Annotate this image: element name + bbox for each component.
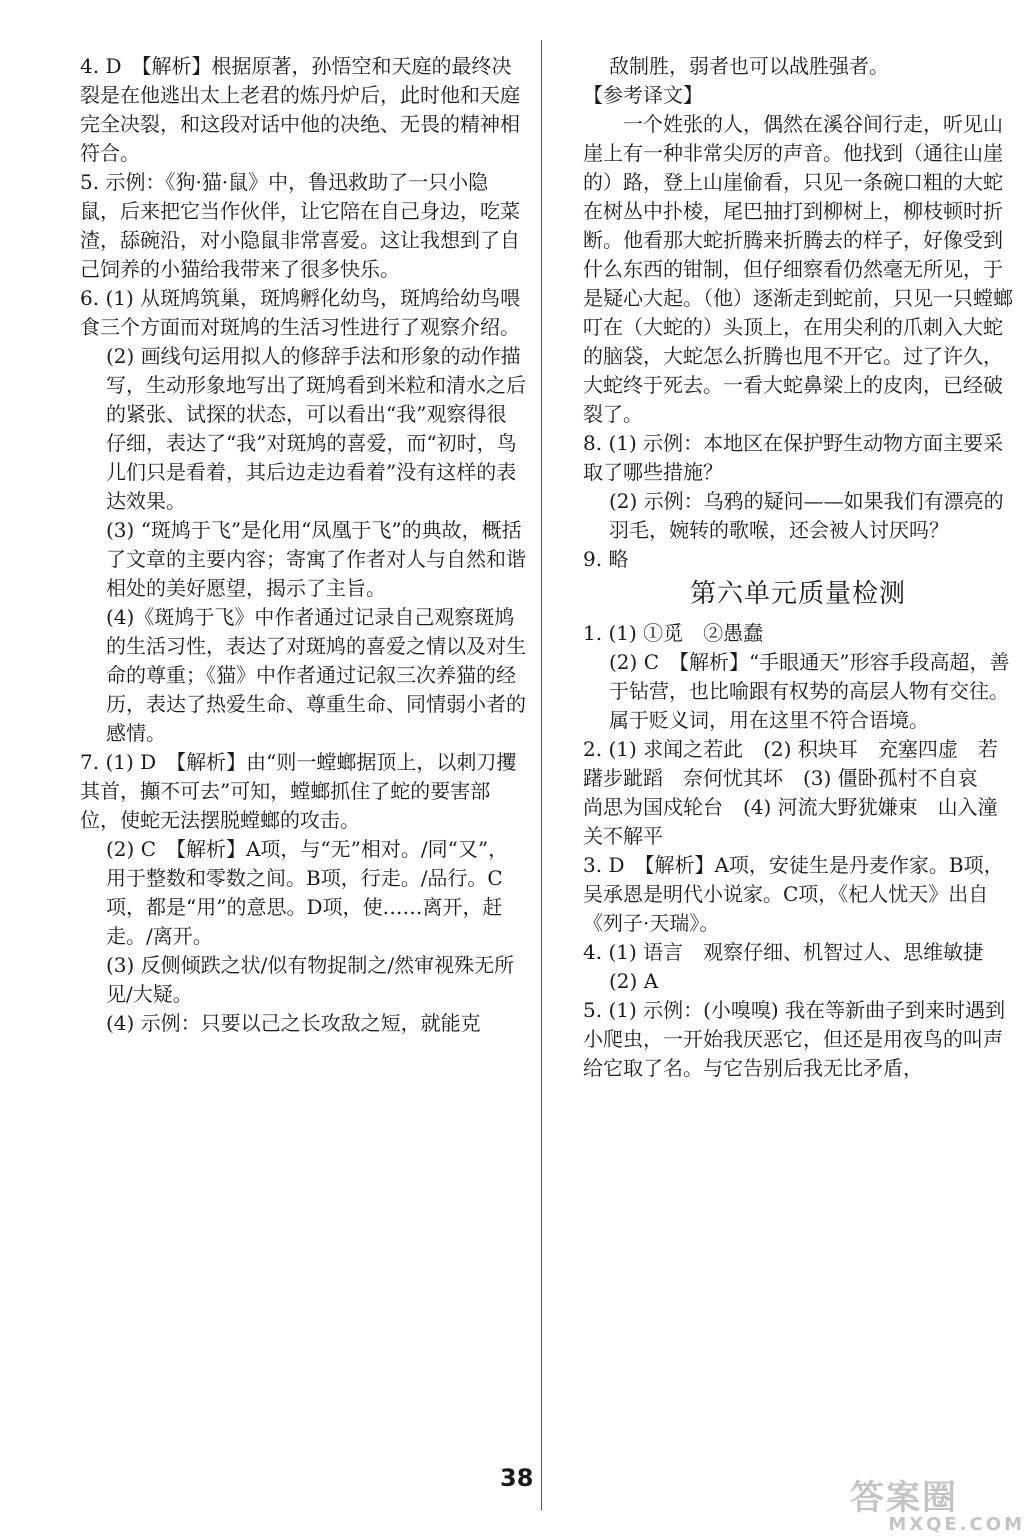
answer-6-1: 6. (1) 从斑鸠筑巢，斑鸠孵化幼鸟，斑鸠给幼鸟喂食三个方面而对斑鸠的生活习性进行了观察介绍。: [80, 286, 521, 339]
answer-6-4: (4)《斑鸠于飞》中作者通过记录自己观察斑鸠的生活习性，表达了对斑鸠的喜爱之情以及对生命的尊重；《猫》中作者通过记叙三次养猫的经历，表达了热爱生命、尊重生命、同情弱小者的感情。: [106, 605, 526, 745]
watermark-logo-text: 答案圈: [850, 1478, 958, 1518]
answer-7-1: 7. (1) D 【解析】由“则一螳螂据顶上，以刺刀攫其首，攧不可去”可知，螳螂抓住了蛇的要害部位，使蛇无法摆脱螳螂的攻击。: [80, 750, 517, 832]
unit6-answer-2: 2. (1) 求闻之若此 (2) 积块耳 充塞四虚 若躇步跐蹈 奈何忧其坏 (3) 僵卧孤村不自哀 尚思为国戍轮台 (4) 河流大野犹嫌束 山入潼关不解平: [583, 737, 998, 848]
answer-7-3: (3) 反侧倾跌之状/似有物捉制之/然审视殊无所见/大疑。: [106, 953, 515, 1006]
answer-7-4-cont: 敌制胜，弱者也可以战胜强者。: [609, 54, 889, 78]
section-title: 第六单元质量检测: [689, 579, 906, 609]
unit6-answer-1-2: (2) C 【解析】“手眼通天”形容手段高超，善于钻营，也比喻跟有权势的高层人物有交往。属于贬义词，用在这里不符合语境。: [609, 650, 1010, 732]
watermark-url: MXQE.COM: [888, 1514, 1025, 1535]
unit6-answer-1-1: 1. (1) ①觅 ②愚蠢: [583, 621, 764, 645]
unit6-answer-4-1: 4. (1) 语言 观察仔细、机智过人、思维敏捷: [583, 940, 984, 964]
page-number: 38: [500, 1464, 534, 1492]
answer-7-4: (4) 示例：只要以己之长攻敌之短，就能克: [106, 1011, 481, 1035]
right-column: [583, 52, 1013, 1083]
reference-translation-heading: 【参考译文】: [583, 83, 703, 107]
watermark-logo: [850, 1478, 1025, 1535]
column-divider: [541, 40, 542, 1510]
reference-translation: 一个姓张的人，偶然在溪谷间行走，听见山崖上有一种非常尖厉的声音。他找到（通往山崖的）路，登上山崖偷看，只见一条碗口粗的大蛇在树丛中扑棱，尾巴抽打到柳树上，柳枝顿时折断。他看那大蛇折腾来折腾去的样子，好像受到什么东西的钳制，但仔细察看仍然毫无所见，于是疑心大起。（他）逐渐走到蛇前，只见一只螳螂叮在（大蛇的）头顶上，在用尖利的爪刺入大蛇的脑袋，大蛇怎么折腾也甩不开它。过了许久，大蛇终于死去。一看大蛇鼻梁上的皮肉，已经破裂了。: [583, 112, 1013, 426]
left-column: [80, 52, 526, 1038]
answer-4: 4. D 【解析】根据原著，孙悟空和天庭的最终决裂是在他逃出太上老君的炼丹炉后，此时他和天庭完全决裂，和这段对话中他的决绝、无畏的精神相符合。: [80, 54, 520, 165]
answer-6-3: (3) “斑鸠于飞”是化用“凤凰于飞”的典故，概括了文章的主要内容；寄寓了作者对人与自然和谐相处的美好愿望，揭示了主旨。: [106, 518, 526, 600]
answer-6-2: (2) 画线句运用拟人的修辞手法和形象的动作描写，生动形象地写出了斑鸠看到米粒和清水之后的紧张、试探的状态，可以看出“我”观察得很仔细，表达了“我”对斑鸠的喜爱，而“初时，鸟儿们只是看着，其后边走边看着”没有这样的表达效果。: [106, 344, 526, 513]
answer-7-2: (2) C 【解析】A项，与“无”相对。/同“又”，用于整数和零数之间。B项，行走。/品行。C项，都是“用”的意思。D项，使……离开，赶走。/离开。: [106, 837, 509, 948]
answer-8-2: (2) 示例：乌鸦的疑问——如果我们有漂亮的羽毛，婉转的歌喉，还会被人讨厌吗？: [609, 489, 1004, 542]
answer-9: 9. 略: [583, 547, 629, 571]
unit6-answer-5-1: 5. (1) 示例：(小嗅嗅) 我在等新曲子到来时遇到小爬虫，一开始我厌恶它，但还是用夜鸟的叫声给它取了名。与它告别后我无比矛盾，: [583, 998, 1006, 1080]
unit6-answer-3: 3. D 【解析】A项，安徒生是丹麦作家。B项，吴承恩是明代小说家。C项，《杞人忧天》出自《列子·天瑞》。: [583, 853, 1004, 935]
answer-5: 5. 示例：《狗·猫·鼠》中，鲁迅救助了一只小隐鼠，后来把它当作伙伴，让它陪在自己身边，吃菜渣，舔碗沿，对小隐鼠非常喜爱。这让我想到了自己饲养的小猫给我带来了很多快乐。: [80, 170, 520, 281]
unit6-answer-4-2: (2) A: [609, 969, 659, 993]
answer-8-1: 8. (1) 示例：本地区在保护野生动物方面主要采取了哪些措施？: [583, 431, 1004, 484]
